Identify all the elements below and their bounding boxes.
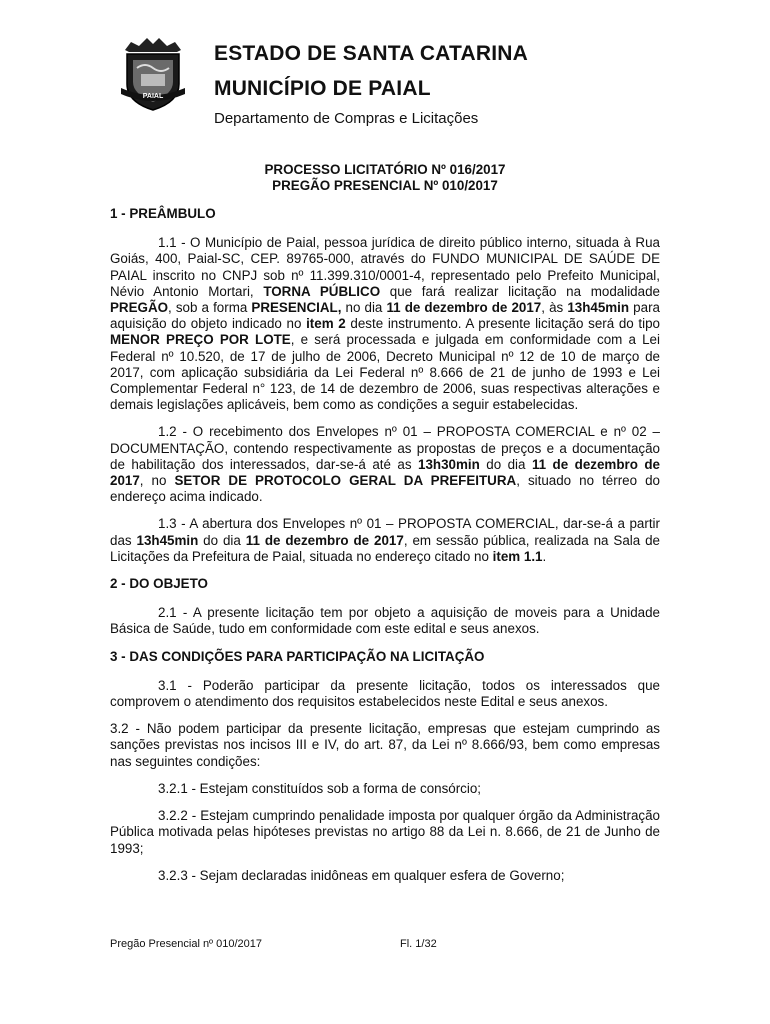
- section-heading-preambulo: 1 - PREÂMBULO: [110, 206, 216, 221]
- process-titles: [110, 162, 660, 194]
- municipal-crest-icon: [117, 32, 189, 112]
- paragraph-3-1: 3.1 - Poderão participar da presente licitação, todos os interessados que comprovem o atendimento dos requisitos estabelecidos neste Edital e seus anexos.: [110, 677, 660, 710]
- department-title: Departamento de Compras e Licitações: [214, 110, 479, 127]
- section-heading-objeto: 2 - DO OBJETO: [110, 576, 208, 592]
- paragraph-3-2: 3.2 - Não podem participar da presente licitação, empresas que estejam cumprindo as sanções previstas nos incisos III e IV, do art. 87, da Lei nº 8.666/93, bem como empresas nas seguintes condições:: [110, 721, 660, 769]
- paragraph-1-2: 1.2 - O recebimento dos Envelopes nº 01 – PROPOSTA COMERCIAL e nº 02 – DOCUMENTAÇÃO, contendo respectivamente as propostas de preços e a documentação de habilitação dos interessados, dar-se-á até as 13h30min do dia 11 de dezembro de 2017, no SETOR DE PROTOCOLO GERAL DA PREFEITURA, situado no térreo do endereço acima indicado.: [110, 424, 660, 505]
- process-number: PROCESSO LICITATÓRIO Nº 016/2017: [264, 162, 506, 177]
- document-body: [110, 206, 660, 895]
- paragraph-1-3: 1.3 - A abertura dos Envelopes nº 01 – PROPOSTA COMERCIAL, dar-se-á a partir das 13h45min do dia 11 de dezembro de 2017, em sessão pública, realizada na Sala de Licitações da Prefeitura de Paial, situada no endereço citado no item 1.1.: [110, 516, 660, 564]
- crest-label: PAIAL: [142, 93, 164, 100]
- state-title: ESTADO DE SANTA CATARINA: [214, 42, 528, 65]
- paragraph-3-2-3: 3.2.3 - Sejam declaradas inidôneas em qualquer esfera de Governo;: [158, 867, 565, 883]
- section-heading-condicoes: 3 - DAS CONDIÇÕES PARA PARTICIPAÇÃO NA LICITAÇÃO: [110, 648, 485, 664]
- footer-page-number: Fl. 1/32: [400, 938, 437, 950]
- paragraph-2-1: 2.1 - A presente licitação tem por objeto a aquisição de moveis para a Unidade Básica de Saúde, tudo em conformidade com este edital e seus anexos.: [110, 605, 660, 637]
- paragraph-1-1: 1.1 - O Município de Paial, pessoa jurídica de direito público interno, situada à Rua Goiás, 400, Paial-SC, CEP. 89765-000, através do FUNDO MUNICIPAL DE SAÚDE DE PAIAL inscrito no CNPJ sob nº 11.399.310/0001-4, representado pelo Prefeito Municipal, Névio Antonio Mortari, TORNA PÚBLICO que fará realizar licitação na modalidade PREGÃO, sob a forma PRESENCIAL, no dia 11 de dezembro de 2017, às 13h45min para aquisição do objeto indicado no item 2 deste instrumento. A presente licitação será do tipo MENOR PREÇO POR LOTE, e será processada e julgada em conformidade com a Lei Federal nº 10.520, de 17 de julho de 2006, Decreto Municipal nº 12 de 10 de março de 2017, com aplicação subsidiária da Lei Federal nº 8.666 de 21 de junho de 1993 e Lei Complementar Federal n° 123, de 14 de dezembro de 2006, suas respectivas alterações e demais legislações aplicáveis, bem como as condições a seguir estabelecidas.: [110, 235, 660, 413]
- footer-document-ref: Pregão Presencial nº 010/2017: [110, 938, 263, 950]
- paragraph-3-2-2: 3.2.2 - Estejam cumprindo penalidade imposta por qualquer órgão da Administração Pública motivada pelas hipóteses previstas no artigo 88 da Lei n. 8.666, de 21 de Junho de 1993;: [110, 808, 660, 856]
- paragraph-3-2-1: 3.2.1 - Estejam constituídos sob a forma de consórcio;: [158, 780, 482, 796]
- municipality-title: MUNICÍPIO DE PAIAL: [214, 77, 431, 100]
- pregao-number: PREGÃO PRESENCIAL Nº 010/2017: [272, 178, 498, 193]
